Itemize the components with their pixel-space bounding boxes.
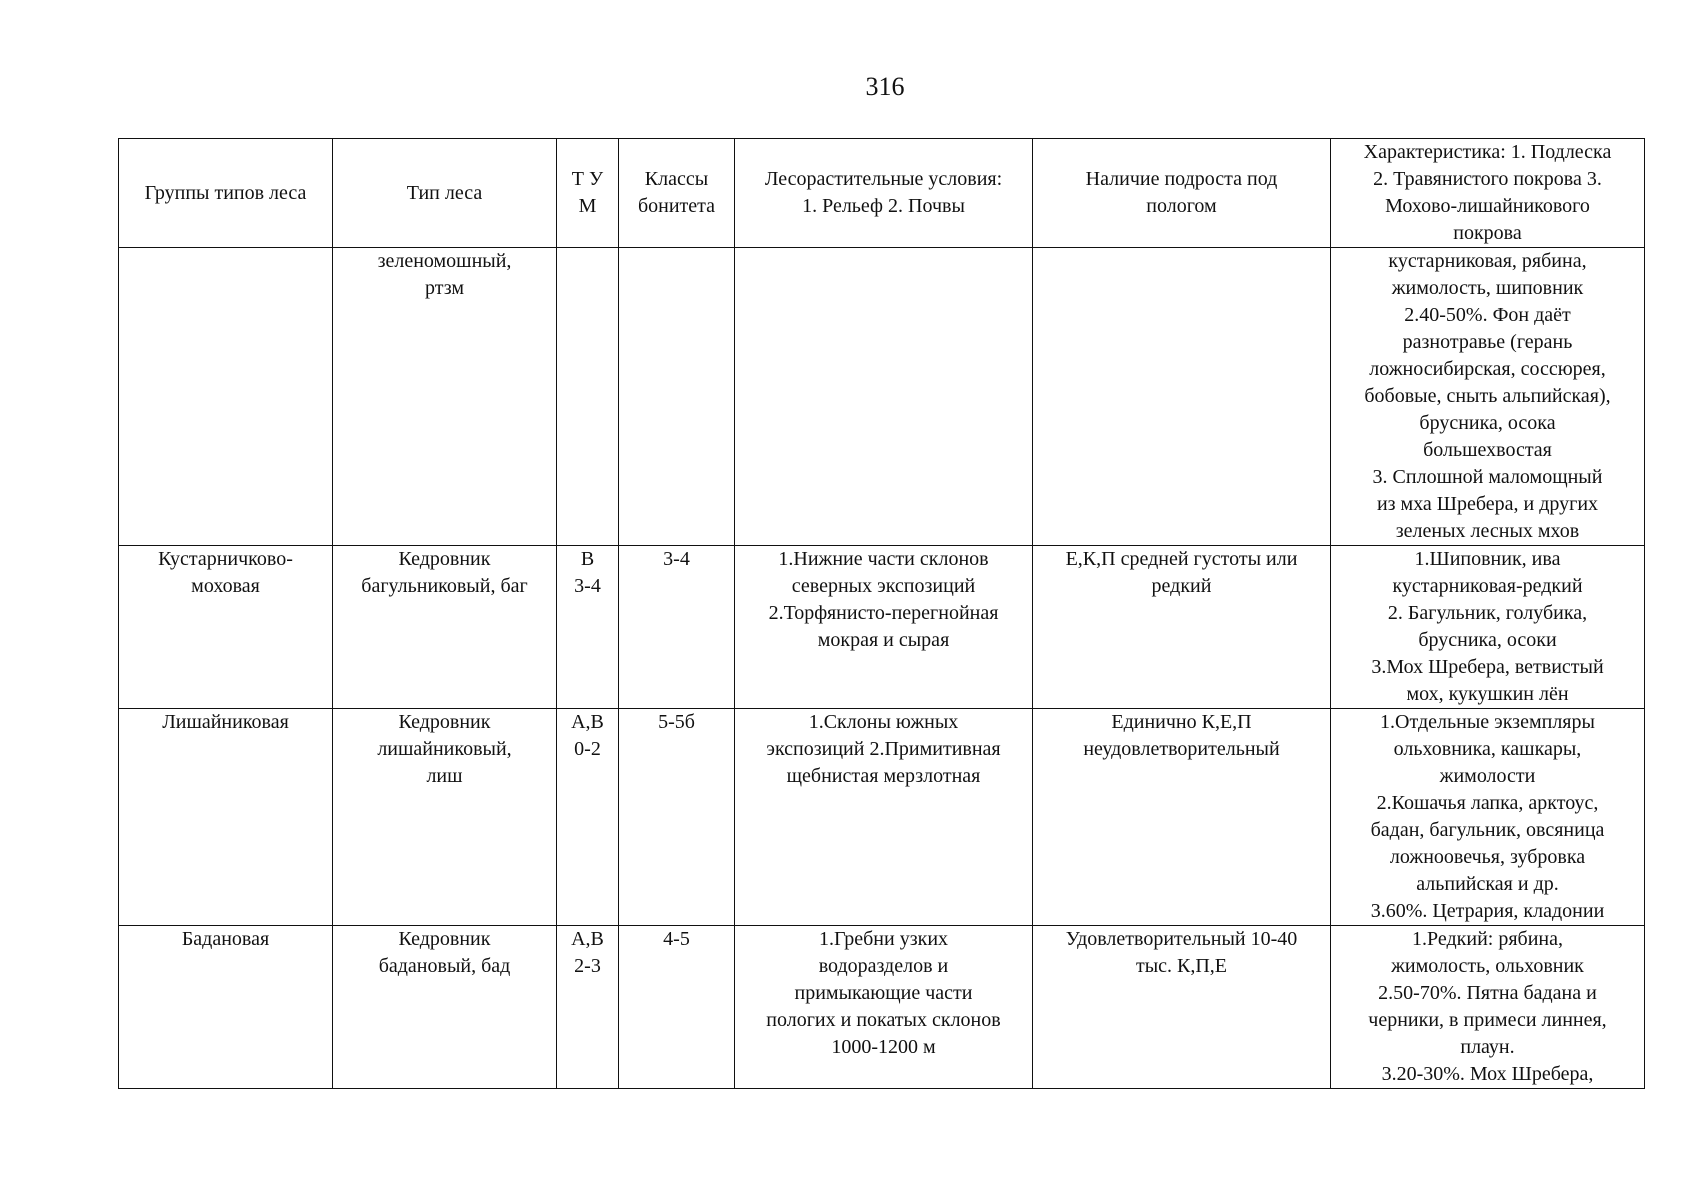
cell-undergrowth: Единично К,Е,П неудовлетворительный <box>1033 709 1331 926</box>
cell-undergrowth: Удовлетворительный 10-40 тыс. К,П,Е <box>1033 926 1331 1089</box>
page-number: 316 <box>865 72 905 101</box>
cell-bonitet: 3-4 <box>619 546 735 709</box>
cell-tum: В 3-4 <box>557 546 619 709</box>
header-group: Группы типов леса <box>119 139 333 248</box>
cell-characteristic: кустарниковая, рябина, жимолость, шиповник 2.40-50%. Фон даёт разнотравье (герань ложносибирская, соссюрея, бобовые, сныть альпийская), брусника, осока большехвостая 3. Сплошной маломощный из мха Шребера, и других зеленых лесных мхов <box>1331 248 1645 546</box>
cell-group <box>119 248 333 546</box>
cell-characteristic: 1.Отдельные экземпляры ольховника, кашкары, жимолости 2.Кошачья лапка, арктоус, бадан, багульник, овсяница ложноовечья, зубровка альпийская и др. 3.60%. Цетрария, кладонии <box>1331 709 1645 926</box>
cell-conditions <box>735 248 1033 546</box>
cell-characteristic: 1.Шиповник, ива кустарниковая-редкий 2. Багульник, голубика, брусника, осоки 3.Мох Шребера, ветвистый мох, кукушкин лён <box>1331 546 1645 709</box>
cell-type: Кедровник лишайниковый, лиш <box>333 709 557 926</box>
table-row <box>119 709 1645 926</box>
cell-undergrowth <box>1033 248 1331 546</box>
table-row <box>119 546 1645 709</box>
cell-characteristic: 1.Редкий: рябина, жимолость, ольховник 2.50-70%. Пятна бадана и черники, в примеси линнея, плаун. 3.20-30%. Мох Шребера, <box>1331 926 1645 1089</box>
cell-conditions: 1.Склоны южных экспозиций 2.Примитивная щебнистая мерзлотная <box>735 709 1033 926</box>
cell-tum: А,В 2-3 <box>557 926 619 1089</box>
cell-tum: А,В 0-2 <box>557 709 619 926</box>
table-header-row <box>119 139 1645 248</box>
header-characteristic: Характеристика: 1. Подлеска 2. Травянистого покрова 3. Мохово-лишайникового покрова <box>1331 139 1645 248</box>
cell-group: Лишайниковая <box>119 709 333 926</box>
cell-type: Кедровник бадановый, бад <box>333 926 557 1089</box>
cell-undergrowth: Е,К,П средней густоты или редкий <box>1033 546 1331 709</box>
cell-conditions: 1.Нижние части склонов северных экспозиций 2.Торфянисто-перегнойная мокрая и сырая <box>735 546 1033 709</box>
header-tum: Т У М <box>557 139 619 248</box>
cell-type: зеленомошный, ртзм <box>333 248 557 546</box>
cell-bonitet: 5-5б <box>619 709 735 926</box>
cell-tum <box>557 248 619 546</box>
header-conditions: Лесорастительные условия: 1. Рельеф 2. Почвы <box>735 139 1033 248</box>
header-bonitet: Классы бонитета <box>619 139 735 248</box>
cell-conditions: 1.Гребни узких водоразделов и примыкающие части пологих и покатых склонов 1000-1200 м <box>735 926 1033 1089</box>
cell-bonitet: 4-5 <box>619 926 735 1089</box>
header-undergrowth: Наличие подроста под пологом <box>1033 139 1331 248</box>
cell-bonitet <box>619 248 735 546</box>
header-type: Тип леса <box>333 139 557 248</box>
cell-group: Кустарничково- моховая <box>119 546 333 709</box>
table-row <box>119 926 1645 1089</box>
cell-type: Кедровник багульниковый, баг <box>333 546 557 709</box>
table-row <box>119 248 1645 546</box>
cell-group: Бадановая <box>119 926 333 1089</box>
forest-types-table <box>118 138 1645 1089</box>
